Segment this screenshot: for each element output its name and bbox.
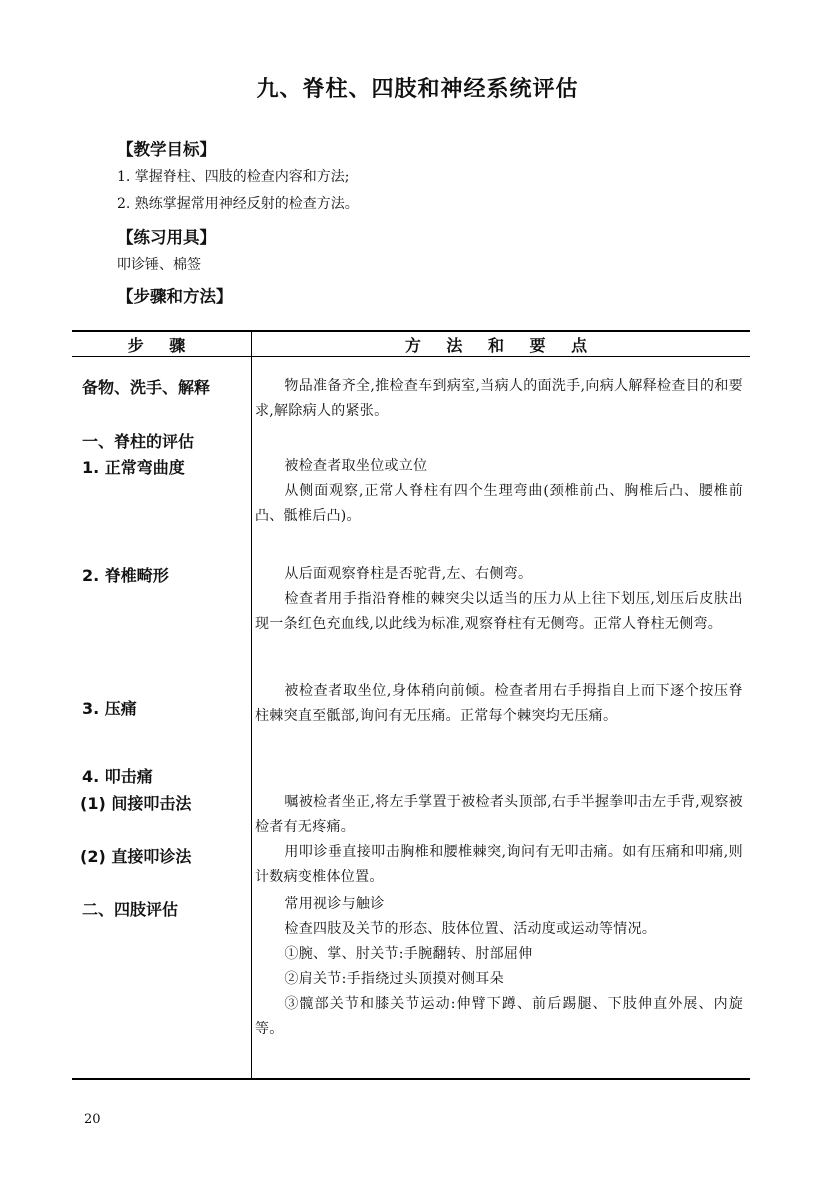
table-column-divider bbox=[251, 330, 252, 1080]
page-number: 20 bbox=[84, 1112, 101, 1127]
method-indirect-text: 嘱被检者坐正,将左手掌置于被检者头顶部,右手半握拳叩击左手背,观察被检者有无疼痛。 bbox=[255, 794, 743, 835]
method-indirect bbox=[255, 790, 743, 840]
procedure-table bbox=[72, 330, 750, 1080]
method-limbs-text-5: ③髋部关节和膝关节运动:伸臂下蹲、前后踢腿、下肢伸直外展、内旋等。 bbox=[255, 996, 743, 1037]
tools-text: 叩诊锤、棉签 bbox=[117, 257, 201, 273]
step-indirect: (1) 间接叩击法 bbox=[80, 794, 192, 813]
step-deformity: 2. 脊椎畸形 bbox=[82, 566, 169, 585]
method-limbs bbox=[255, 892, 743, 1042]
step-curve: 1. 正常弯曲度 bbox=[82, 458, 185, 477]
step-direct: (2) 直接叩诊法 bbox=[80, 847, 192, 866]
method-limbs-text-1: 常用视诊与触诊 bbox=[284, 896, 385, 912]
column-header-step: 步 骤 bbox=[127, 336, 196, 355]
table-bottom-rule bbox=[72, 1078, 750, 1080]
step-limbs: 二、四肢评估 bbox=[82, 900, 179, 919]
method-deformity-text-1: 从后面观察脊柱是否驼背,左、右侧弯。 bbox=[284, 566, 533, 582]
method-deformity-text-2: 检查者用手指沿脊椎的棘突尖以适当的压力从上往下划压,划压后皮肤出现一条红色充血线,以此线为标准,观察脊柱有无侧弯。正常人脊柱无侧弯。 bbox=[255, 591, 743, 632]
step-spine: 一、脊柱的评估 bbox=[82, 432, 195, 451]
page-title: 九、脊柱、四肢和神经系统评估 bbox=[256, 77, 579, 102]
method-limbs-text-3: ①腕、掌、肘关节:手腕翻转、肘部屈伸 bbox=[284, 946, 533, 962]
objectives-heading: 【教学目标】 bbox=[117, 140, 216, 159]
table-top-rule bbox=[72, 330, 750, 332]
method-direct bbox=[255, 840, 743, 890]
method-deformity bbox=[255, 562, 743, 637]
method-curve-text-1: 被检查者取坐位或立位 bbox=[284, 458, 428, 474]
method-prep bbox=[255, 374, 743, 424]
method-prep-text: 物品准备齐全,推检查车到病室,当病人的面洗手,向病人解释检查目的和要求,解除病人的紧张。 bbox=[255, 378, 743, 419]
step-percussion: 4. 叩击痛 bbox=[82, 767, 153, 786]
step-prep: 备物、洗手、解释 bbox=[82, 378, 211, 397]
procedure-heading: 【步骤和方法】 bbox=[117, 287, 233, 306]
column-header-method: 方 法 和 要 点 bbox=[404, 336, 598, 355]
method-limbs-text-2: 检查四肢及关节的形态、肢体位置、活动度或运动等情况。 bbox=[284, 921, 657, 937]
table-header-rule bbox=[72, 356, 750, 357]
step-tenderness: 3. 压痛 bbox=[82, 699, 137, 718]
method-tenderness-text: 被检查者取坐位,身体稍向前倾。检查者用右手拇指自上而下逐个按压脊柱棘突直至骶部,询问有无压痛。正常每个棘突均无压痛。 bbox=[255, 683, 743, 724]
objective-item-2: 2. 熟练掌握常用神经反射的检查方法。 bbox=[117, 196, 359, 212]
method-curve bbox=[255, 454, 743, 529]
method-curve-text-2: 从侧面观察,正常人脊柱有四个生理弯曲(颈椎前凸、胸椎后凸、腰椎前凸、骶椎后凸)。 bbox=[255, 483, 743, 524]
method-direct-text: 用叩诊垂直接叩击胸椎和腰椎棘突,询问有无叩击痛。如有压痛和叩痛,则计数病变椎体位置。 bbox=[255, 844, 743, 885]
objective-item-1: 1. 掌握脊柱、四肢的检查内容和方法; bbox=[117, 169, 350, 185]
tools-heading: 【练习用具】 bbox=[117, 228, 216, 247]
method-limbs-text-4: ②肩关节:手指绕过头顶摸对侧耳朵 bbox=[284, 971, 504, 987]
method-tenderness bbox=[255, 679, 743, 729]
